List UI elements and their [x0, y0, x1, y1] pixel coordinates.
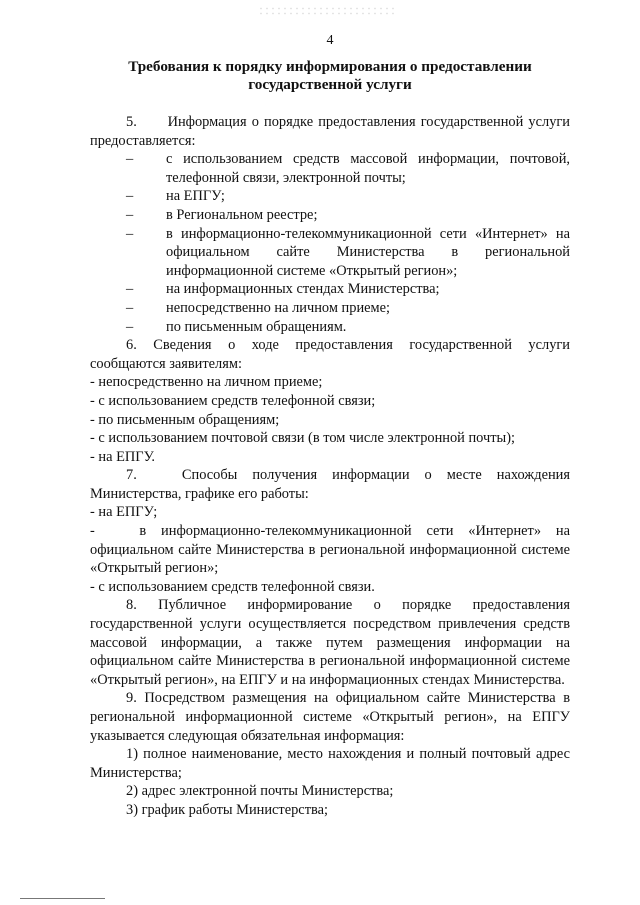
document-body: [90, 113, 570, 820]
list-item: – в Региональном реестре;: [126, 206, 318, 223]
list-item: – по письменным обращениям.: [126, 318, 347, 335]
paragraph-7: 7. Способы получения информации о месте нахождения Министерства, графике его работы:: [90, 467, 570, 502]
footnote-divider: [20, 898, 105, 899]
list-item: – с использованием средств массовой информации, почтовой, телефонной связи, электронной почты;: [126, 151, 570, 186]
section-title-line2: государственной услуги: [248, 76, 412, 93]
list-item: - с использованием средств телефонной связи.: [90, 578, 375, 595]
list-item: 2) адрес электронной почты Министерства;: [126, 783, 394, 800]
list-item: - на ЕПГУ.: [90, 448, 156, 465]
list-item: - с использованием почтовой связи (в том числе электронной почты);: [90, 430, 515, 447]
list-item: - на ЕПГУ;: [90, 504, 158, 521]
section-title-line1: Требования к порядку информирования о предоставлении: [128, 58, 532, 75]
list-item: 3) график работы Министерства;: [126, 801, 328, 818]
paragraph-9: 9. Посредством размещения на официальном сайте Министерства в региональной информационной системе «Открытый регион», на ЕПГУ указывается следующая обязательная информация:: [90, 690, 570, 744]
list-item: – на информационных стендах Министерства;: [126, 281, 440, 298]
paragraph-6: 6. Сведения о ходе предоставления государственной услуги сообщаются заявителям:: [90, 337, 570, 372]
paragraph-5: 5. Информация о порядке предоставления государственной услуги предоставляется:: [90, 114, 570, 149]
list-item: - в информационно-телекоммуникационной сети «Интернет» на официальном сайте Министерства в региональной информационной системе «Открытый регион»;: [90, 523, 570, 577]
section-title: [90, 58, 570, 94]
list-item: 1) полное наименование, место нахождения и полный почтовый адрес Министерства;: [90, 746, 570, 781]
list-item: – непосредственно на личном приеме;: [126, 299, 391, 316]
paragraph-8: 8. Публичное информирование о порядке предоставления государственной услуги осуществляется посредством привлечения средств массовой информации, а также путем размещения информации на официальном сайте Министерства в региональной информационной системе «Открытый регион», на ЕПГУ и на информационных стендах Министерства.: [90, 597, 570, 688]
list-item: - по письменным обращениям;: [90, 411, 280, 428]
list-item: - с использованием средств телефонной связи;: [90, 392, 376, 409]
list-item: - непосредственно на личном приеме;: [90, 374, 323, 391]
list-item: – на ЕПГУ;: [126, 188, 225, 205]
list-item: – в информационно-телекоммуникационной сети «Интернет» на официальном сайте Министерства в региональной информационной системе «Открытый регион»;: [126, 225, 570, 279]
page-number: 4: [326, 33, 334, 48]
scan-noise: [258, 6, 398, 16]
